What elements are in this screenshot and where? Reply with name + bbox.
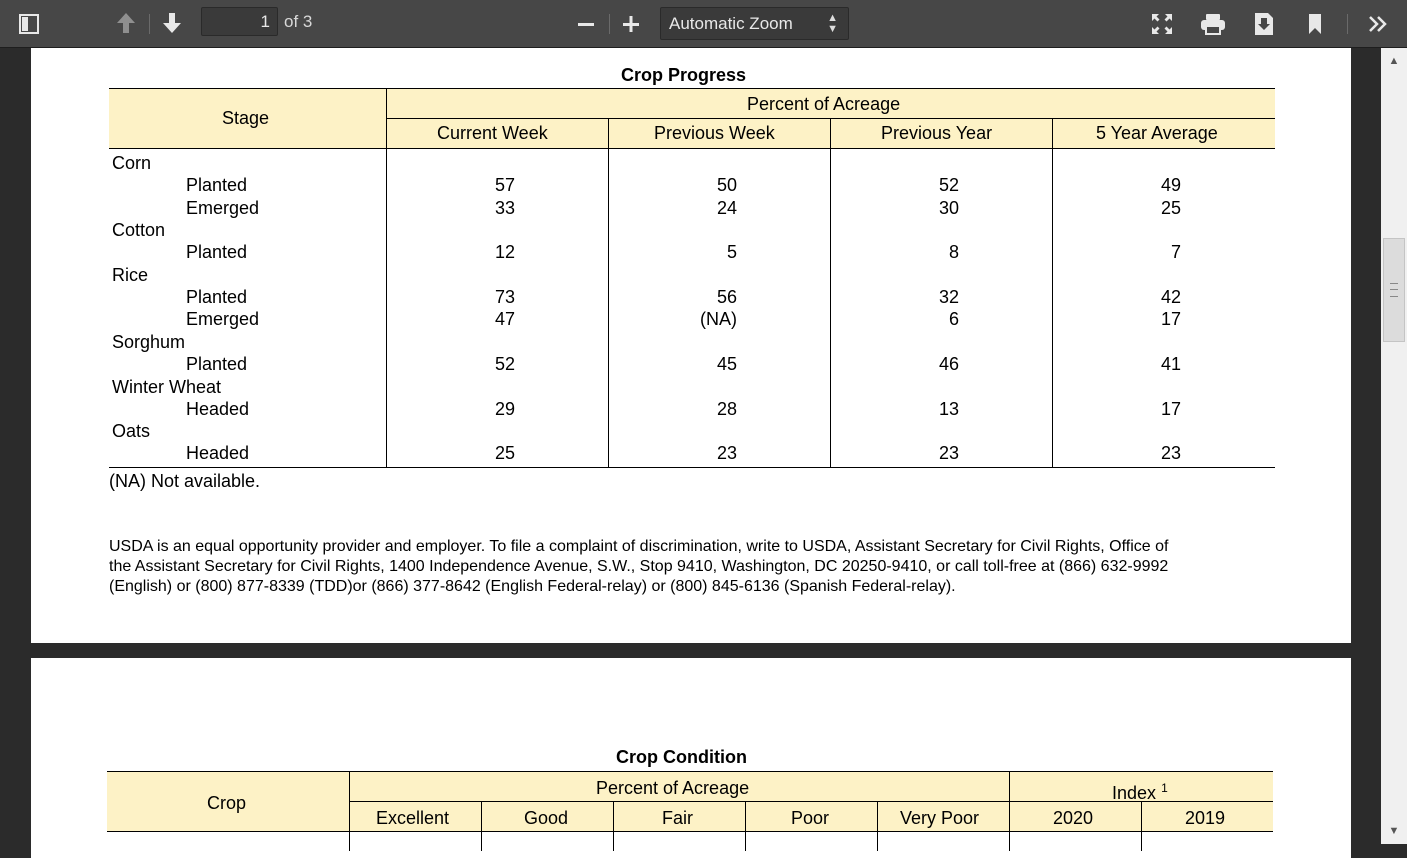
- table-rule: [109, 88, 1275, 89]
- table-cell: (NA): [700, 309, 737, 329]
- select-arrows-icon: ▲ ▼: [827, 11, 838, 35]
- print-icon[interactable]: [1199, 10, 1227, 38]
- table-cell: 52: [938, 175, 959, 195]
- table-cell: 6: [948, 309, 959, 329]
- table-cell: 32: [938, 287, 959, 307]
- column-header: 5 Year Average: [1096, 123, 1218, 143]
- percent-of-acreage-header: Percent of Acreage: [596, 778, 750, 798]
- toolbar-separator: [149, 14, 150, 34]
- table-rule: [830, 118, 831, 468]
- zoom-in-icon[interactable]: [619, 12, 643, 36]
- table-cell: 42: [1160, 287, 1181, 307]
- crop-label: Corn: [112, 153, 152, 173]
- table-cell: 23: [716, 443, 737, 463]
- page-count-label: of 3: [284, 12, 313, 31]
- pdf-toolbar: [0, 0, 1407, 48]
- stage-label: Emerged: [186, 198, 260, 218]
- column-header: 2019: [1185, 808, 1226, 828]
- toolbar-separator: [609, 14, 610, 34]
- crop-label: Cotton: [112, 220, 166, 240]
- table-cell: 73: [494, 287, 515, 307]
- crop-label: Sorghum: [112, 332, 186, 352]
- table-rule: [608, 118, 609, 468]
- table-cell: 25: [1160, 198, 1181, 218]
- table-rule: [1009, 771, 1010, 851]
- table-cell: 30: [938, 198, 959, 218]
- index-header-label: Index: [1112, 783, 1157, 803]
- table-rule: [107, 771, 1273, 772]
- column-header: Previous Week: [654, 123, 775, 143]
- stage-label: Planted: [186, 354, 248, 374]
- grip-icon: [1390, 283, 1398, 297]
- disclaimer-line: USDA is an equal opportunity provider and employer. To file a complaint of discrimination, write to USDA, Assistant Secretary for Civil Rights, Office of: [109, 538, 1169, 555]
- table-rule: [107, 831, 1273, 832]
- table-cell: 17: [1160, 399, 1181, 419]
- stage-label: Emerged: [186, 309, 260, 329]
- index-footnote-marker: 1: [1161, 781, 1168, 795]
- table-rule: [1052, 118, 1053, 468]
- table-cell: 7: [1170, 242, 1181, 262]
- table-cell: 23: [1160, 443, 1181, 463]
- table-cell: 8: [948, 242, 959, 262]
- column-header: Previous Year: [881, 123, 993, 143]
- column-header: Fair: [662, 808, 693, 828]
- table-cell: 25: [494, 443, 515, 463]
- table-title: Crop Condition: [616, 747, 747, 767]
- zoom-select[interactable]: [660, 7, 849, 40]
- vertical-scrollbar[interactable]: [1381, 48, 1407, 844]
- table-rule: [109, 148, 1275, 149]
- page-number-input[interactable]: 1: [201, 7, 278, 36]
- pdf-page-2: [31, 658, 1351, 858]
- table-cell: 50: [716, 175, 737, 195]
- table-rule: [109, 467, 1275, 468]
- download-icon[interactable]: [1251, 10, 1277, 38]
- stage-label: Headed: [186, 443, 250, 463]
- table-cell: 46: [938, 354, 959, 374]
- table-cell: 13: [938, 399, 959, 419]
- stage-header: Stage: [222, 108, 270, 128]
- table-title: Crop Progress: [621, 65, 747, 85]
- crop-header: Crop: [207, 793, 247, 813]
- stage-label: Headed: [186, 399, 250, 419]
- percent-of-acreage-header: Percent of Acreage: [747, 94, 901, 114]
- column-header: 2020: [1053, 808, 1094, 828]
- toolbar-separator: [1347, 14, 1348, 34]
- previous-page-icon[interactable]: [113, 10, 139, 36]
- table-cell: 17: [1160, 309, 1181, 329]
- crop-label: Winter Wheat: [112, 377, 222, 397]
- bookmark-icon[interactable]: [1303, 10, 1327, 38]
- column-header: Good: [524, 808, 569, 828]
- table-rule: [386, 88, 387, 468]
- stage-label: Planted: [186, 287, 248, 307]
- disclaimer-line: (English) or (800) 877-8339 (TDD)or (866) 377-8642 (English Federal-relay) or (800) 845-6136 (Spanish Federal-relay).: [109, 578, 956, 595]
- table-cell: 56: [716, 287, 737, 307]
- sidebar-toggle-icon[interactable]: [17, 12, 41, 36]
- crop-label: Rice: [112, 265, 149, 285]
- table-cell: 49: [1160, 175, 1181, 195]
- table-rule: [349, 771, 350, 851]
- next-page-icon[interactable]: [159, 10, 185, 36]
- scroll-up-arrow-icon[interactable]: ▲: [1388, 55, 1400, 67]
- column-header: Excellent: [376, 808, 450, 828]
- table-cell: 5: [726, 242, 737, 262]
- stage-label: Planted: [186, 175, 248, 195]
- table-cell: 28: [716, 399, 737, 419]
- column-header: Poor: [791, 808, 830, 828]
- column-header: Very Poor: [900, 808, 980, 828]
- tools-icon[interactable]: [1364, 10, 1392, 38]
- scrollbar-thumb[interactable]: [1383, 238, 1405, 342]
- presentation-mode-icon[interactable]: [1148, 10, 1176, 38]
- crop-label: Oats: [112, 421, 151, 441]
- index-header: [1112, 778, 1168, 803]
- column-header: Current Week: [437, 123, 548, 143]
- stage-label: Planted: [186, 242, 248, 262]
- disclaimer-line: the Assistant Secretary for Civil Rights, 1400 Independence Avenue, S.W., Stop 9410, Washington, DC 20250-9410, or call toll-free at (866) 632-9992: [109, 558, 1169, 575]
- table-cell: 23: [938, 443, 959, 463]
- table-footnote: (NA) Not available.: [109, 471, 261, 491]
- zoom-out-icon[interactable]: [574, 12, 598, 36]
- table-cell: 45: [716, 354, 737, 374]
- table-cell: 24: [716, 198, 737, 218]
- table-cell: 12: [494, 242, 515, 262]
- zoom-select-value: Automatic Zoom: [669, 14, 793, 33]
- table-cell: 33: [494, 198, 515, 218]
- scroll-down-arrow-icon[interactable]: ▼: [1388, 825, 1400, 837]
- table-cell: 41: [1160, 354, 1181, 374]
- pdf-page-1: [31, 48, 1351, 643]
- table-cell: 52: [494, 354, 515, 374]
- table-cell: 29: [494, 399, 515, 419]
- table-cell: 47: [494, 309, 515, 329]
- table-cell: 57: [494, 175, 515, 195]
